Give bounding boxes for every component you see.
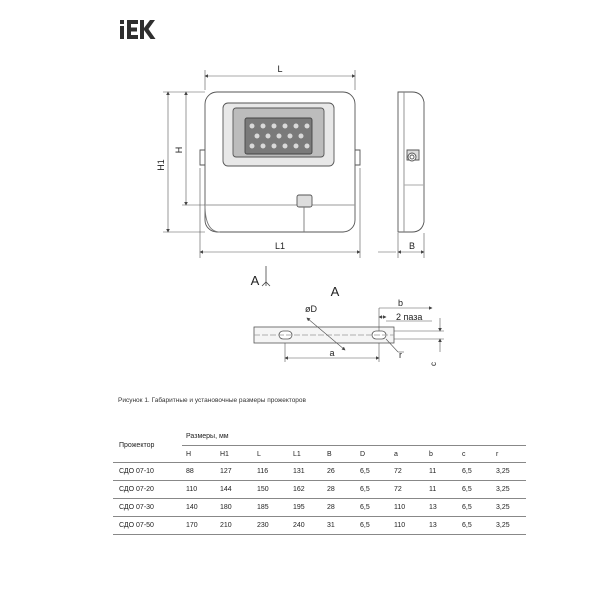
- dim-L: L: [277, 64, 283, 74]
- dim-L1: L1: [274, 241, 286, 251]
- table-row: [113, 517, 526, 535]
- value-cell: 6,5: [356, 517, 390, 535]
- value-cell: 6,5: [458, 499, 492, 517]
- value-cell: 195: [289, 499, 323, 517]
- value-cell: 6,5: [356, 481, 390, 499]
- figure-caption: Рисунок 1. Габаритные и установочные размеры прожекторов: [118, 397, 306, 404]
- side-view: [398, 92, 424, 232]
- value-cell: 180: [216, 499, 253, 517]
- value-cell: 170: [182, 517, 216, 535]
- value-cell: 3,25: [492, 481, 526, 499]
- value-cell: 72: [390, 463, 425, 481]
- value-cell: 26: [323, 463, 356, 481]
- value-cell: 13: [425, 517, 458, 535]
- bracket-left: [200, 150, 205, 165]
- subheader-h: H: [182, 446, 216, 463]
- value-cell: 3,25: [492, 517, 526, 535]
- subheader-a: a: [390, 446, 425, 463]
- value-cell: 240: [289, 517, 323, 535]
- subheader-l: L: [253, 446, 289, 463]
- value-cell: 6,5: [458, 517, 492, 535]
- value-cell: 150: [253, 481, 289, 499]
- subheader-d: D: [356, 446, 390, 463]
- value-cell: 131: [289, 463, 323, 481]
- value-cell: 13: [425, 499, 458, 517]
- value-cell: 140: [182, 499, 216, 517]
- subheader-l1: L1: [289, 446, 323, 463]
- value-cell: 6,5: [356, 499, 390, 517]
- model-cell: СДО 07-10: [113, 463, 182, 481]
- value-cell: 110: [182, 481, 216, 499]
- table-row: [113, 481, 526, 499]
- table-row: [113, 499, 526, 517]
- value-cell: 31: [323, 517, 356, 535]
- group-header: Размеры, мм: [182, 428, 526, 446]
- value-cell: 230: [253, 517, 289, 535]
- holes-note: 2 паза: [396, 312, 423, 322]
- dim-H: H: [174, 146, 184, 154]
- table-header-row: [113, 428, 526, 446]
- table-row: [113, 463, 526, 481]
- value-cell: 6,5: [458, 463, 492, 481]
- dim-B: B: [408, 241, 416, 251]
- dimensions-table: [113, 428, 526, 535]
- col-header-model: Прожектор: [113, 428, 182, 463]
- detail-title: A: [330, 284, 340, 299]
- value-cell: 28: [323, 481, 356, 499]
- value-cell: 116: [253, 463, 289, 481]
- model-cell: СДО 07-50: [113, 517, 182, 535]
- bracket-right: [355, 150, 360, 165]
- front-view: [200, 92, 360, 232]
- dim-a: a: [329, 348, 335, 358]
- model-cell: СДО 07-20: [113, 481, 182, 499]
- value-cell: 6,5: [356, 463, 390, 481]
- subheader-b: B: [323, 446, 356, 463]
- cable-gland: [297, 195, 312, 207]
- value-cell: 88: [182, 463, 216, 481]
- subheader-h1: H1: [216, 446, 253, 463]
- value-cell: 3,25: [492, 499, 526, 517]
- value-cell: 127: [216, 463, 253, 481]
- value-cell: 110: [390, 517, 425, 535]
- subheader-c: c: [458, 446, 492, 463]
- value-cell: 28: [323, 499, 356, 517]
- value-cell: 3,25: [492, 463, 526, 481]
- value-cell: 144: [216, 481, 253, 499]
- dim-diameter: øD: [305, 304, 317, 314]
- value-cell: 185: [253, 499, 289, 517]
- subheader-r: r: [492, 446, 526, 463]
- view-marker-A: A: [250, 273, 260, 288]
- value-cell: 210: [216, 517, 253, 535]
- model-cell: СДО 07-30: [113, 499, 182, 517]
- subheader-b: b: [425, 446, 458, 463]
- dim-H1: H1: [156, 159, 166, 171]
- dim-r: r: [399, 350, 402, 360]
- value-cell: 11: [425, 463, 458, 481]
- dim-b: b: [398, 298, 404, 308]
- value-cell: 72: [390, 481, 425, 499]
- detail-view: [254, 327, 394, 343]
- dim-c: c: [429, 362, 438, 366]
- value-cell: 11: [425, 481, 458, 499]
- value-cell: 6,5: [458, 481, 492, 499]
- value-cell: 162: [289, 481, 323, 499]
- value-cell: 110: [390, 499, 425, 517]
